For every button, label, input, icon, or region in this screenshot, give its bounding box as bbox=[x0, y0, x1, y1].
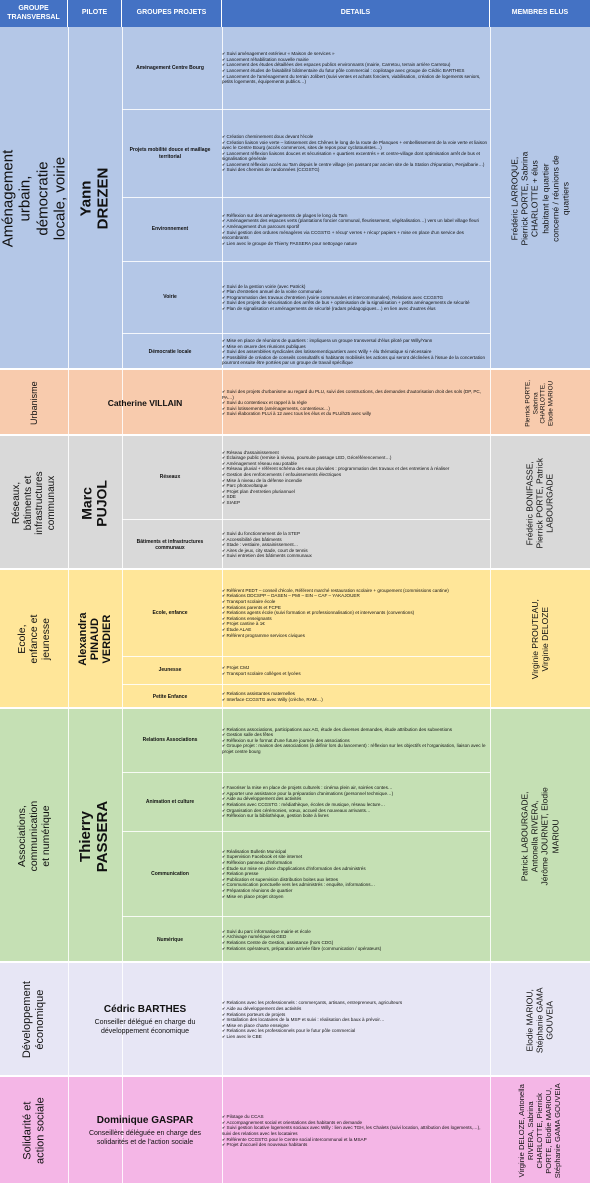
pilot-role: Conseillère déléguée en charge des solidarités et de l'action sociale bbox=[88, 1129, 202, 1146]
detail-item: ✔ Suivi des assemblées syndicales des lotissement/quartiers avec Willy + élu thématique si nécessaire bbox=[222, 349, 488, 355]
section-3 bbox=[0, 436, 590, 570]
detail-item: ✔ Suivi de la gestion voirie (avec Patrick) bbox=[222, 284, 488, 290]
detail-item: ✔ Lancement réflexion liaisons douces et sécurisation « quartiers excentrés » et centre-village dont optimisation arrêt de bus et signalisation générale bbox=[222, 151, 488, 162]
detail-item: ✔ Réseau pluvial + référent schéma des eaux pluviales : programmation des travaux et des entretiens à réaliser bbox=[222, 466, 488, 472]
pilot-cell bbox=[68, 963, 222, 1077]
group-title-cell bbox=[0, 436, 68, 570]
detail-item: ✔ Relations agents école (suivi formation et professionnalisation) et intervenants (conventions) bbox=[222, 610, 488, 616]
pilot-cell bbox=[68, 1077, 222, 1185]
detail-item: ✔ Lien avec le groupe de Thierry PASSERA pour nettoyage nature bbox=[222, 241, 488, 247]
section-4 bbox=[0, 570, 590, 709]
detail-item: ✔ Apporter une assistance pour la préparation d'animations (personnel technique…) bbox=[222, 791, 488, 797]
detail-item: ✔ Relations porteurs de projets bbox=[222, 1012, 488, 1018]
members-names: Virginie DELOZE, Antonella RIVERA, Sabrina CHARLOTTE, Pierrick PORTE, Elodie MARIOU, Stéphanie GAMA GOUVEIA bbox=[517, 1083, 563, 1179]
pilot-name: Yann DREZEN bbox=[77, 167, 112, 230]
detail-item: ✔ Lancement des études détaillées des espaces publics environnants (mairie, Carretou, terrain arrière Carretou) bbox=[222, 62, 488, 68]
members-cell bbox=[490, 963, 590, 1077]
detail-item: ✔ Éclairage public (remise à niveau, poursuite passage LED, Géoréférencement…) bbox=[222, 455, 488, 461]
detail-item: ✔ Référent PEDT – conseil d'école, Référent marché restauration scolaire + groupement (commissions cantine) bbox=[222, 588, 488, 594]
detail-item: ✔ Organisation des cérémonies, vœux, accueil des nouveaux arrivants… bbox=[222, 808, 488, 814]
header-details: DETAILS bbox=[222, 0, 490, 27]
project-row bbox=[122, 27, 490, 109]
pilot-name: Alexandra PINAUD VERDIER bbox=[76, 612, 114, 667]
detail-item: ✔ Plan de signalisation et aménagements de sécurité (radars pédagogiques…) en lien avec d'autres élus bbox=[222, 306, 488, 312]
detail-item: ✔ Relations enseignants bbox=[222, 616, 488, 622]
detail-item: ✔ Favoriser la mise en place de projets culturels : cinéma plein air, soirées contes… bbox=[222, 785, 488, 791]
project-row bbox=[122, 197, 490, 261]
project-name: Environnement bbox=[151, 226, 189, 233]
group-title-cell bbox=[0, 370, 68, 436]
members-cell bbox=[490, 1077, 590, 1185]
project-details bbox=[222, 832, 488, 916]
group-title-cell bbox=[0, 1077, 68, 1185]
detail-item: ✔ Projet cantine à 1€ bbox=[222, 621, 488, 627]
members-cell bbox=[490, 709, 590, 963]
details-list bbox=[222, 963, 488, 1077]
detail-item: ✔ Relations associations, participations aux AG, étude des diverses demandes, étude attribution des subventions bbox=[222, 727, 488, 733]
detail-item: ✔ Transport scolaire école bbox=[222, 599, 488, 605]
detail-item: ✔ Projet d'accueil des nouveaux habitants bbox=[222, 1142, 488, 1148]
detail-item: ✔ Communication ponctuelle vers les administrés : enquête, informations… bbox=[222, 882, 488, 888]
members-cell bbox=[490, 570, 590, 709]
detail-item: ✔ Interface CCGSTG avec Willy (crèche, RAM…) bbox=[222, 697, 488, 703]
pilot-cell bbox=[68, 709, 122, 963]
detail-item: ✔ Suivi du contentieux et rappel à la règle bbox=[222, 400, 488, 406]
project-details bbox=[222, 520, 488, 570]
project-row bbox=[122, 333, 490, 370]
detail-item: ✔ Relations parents et FCPE bbox=[222, 605, 488, 611]
pilot-cell bbox=[68, 436, 122, 570]
pilot-name: Thierry PASSERA bbox=[77, 800, 111, 872]
detail-item: ✔ Suivi gestion locative logements sociaux avec Willy : lien avec TGH, les Chalets (suivi location, attribution des logements,…), suivi des relations avec les locataires bbox=[222, 1125, 488, 1136]
project-details bbox=[222, 27, 488, 109]
detail-item: ✔ Lancement études de faisabilité bâtimentaire du futur pôle commercial : copilotage avec groupe de Cédric BARTHES bbox=[222, 68, 488, 74]
detail-item: ✔ Réflexion sur des aménagements de plages le long du Tarn bbox=[222, 213, 488, 219]
details-list bbox=[222, 370, 488, 436]
detail-item: ✔ Réflexion sur le format d'une future journée des associations bbox=[222, 738, 488, 744]
project-details bbox=[222, 198, 488, 261]
project-row bbox=[122, 831, 490, 916]
project-row bbox=[122, 916, 490, 963]
project-name: Animation et culture bbox=[145, 798, 195, 805]
detail-item: ✔ Relations opérateurs, préparation arrivée fibre (communication / opérateurs) bbox=[222, 946, 488, 952]
detail-item: ✔ Groupe projet : maison des associations (à définir lors du lancement) : réflexion sur les objectifs et l'organisation, liaison avec le projet centre bourg bbox=[222, 743, 488, 754]
group-title: Développement économique bbox=[21, 981, 46, 1059]
detail-item: ✔ Relations avec les professionnels pour le futur pôle commercial bbox=[222, 1028, 488, 1034]
detail-item: ✔ Suivi du fonctionnement de la STEP bbox=[222, 531, 488, 537]
project-details bbox=[222, 773, 488, 831]
detail-item: ✔ Suivi des projets d'urbanisme au regard du PLU, suivi des constructions, des demandes d'autorisation droit des sols (DP, PC, PA…) bbox=[222, 389, 488, 400]
project-details bbox=[222, 709, 488, 772]
project-row bbox=[122, 772, 490, 831]
detail-item: ✔ Archivage numérique et GED bbox=[222, 934, 488, 940]
members-cell bbox=[490, 27, 590, 370]
project-name: Réseaux bbox=[159, 474, 181, 481]
detail-item: ✔ Parc photovoltaïque bbox=[222, 483, 488, 489]
detail-item: ✔ Projet CMJ bbox=[222, 665, 488, 671]
project-details bbox=[222, 110, 488, 197]
project-name: Bâtiments et infrastructures communaux bbox=[136, 538, 204, 551]
pilot-role: Conseiller délégué en charge du développement économique bbox=[94, 1018, 196, 1035]
members-cell bbox=[490, 370, 590, 436]
detail-item: ✔ Supervision Facebook et site internet bbox=[222, 854, 488, 860]
detail-item: ✔ Projet plan d'entretien pluriannuel bbox=[222, 489, 488, 495]
detail-item: ✔ Référente CCGSTG pour le Centre social intercommunal et la MSAP bbox=[222, 1137, 488, 1143]
group-title: Urbanisme bbox=[28, 381, 39, 425]
detail-item: ✔ Réseau d'assainissement bbox=[222, 450, 488, 456]
detail-item: ✔ Mise en place charte enseigne bbox=[222, 1023, 488, 1029]
project-row bbox=[122, 656, 490, 684]
detail-item: ✔ Relations avec CCGSTG : médiathèque, écoles de musique, réseau lecture… bbox=[222, 802, 488, 808]
pilot-cell bbox=[68, 27, 122, 370]
project-row bbox=[122, 570, 490, 656]
detail-item: ✔ Mise en œuvre des réunions publiques bbox=[222, 344, 488, 350]
section-2 bbox=[0, 370, 590, 436]
detail-item: ✔ Suivi élaboration PLUi à 12 avec tous les élus et du PLUih25 avec willy bbox=[222, 411, 488, 417]
project-details bbox=[222, 436, 488, 519]
detail-item: ✔ Installation des locataires de la MSP et suivi : réalisation des baux à prévoir… bbox=[222, 1017, 488, 1023]
detail-item: ✔ Transport scolaire collèges et lycées bbox=[222, 671, 488, 677]
detail-item: ✔ Suivi des projets de sécurisation des arrêts de bus + optimisation de la signalisation + petits aménagements de sécurité bbox=[222, 300, 488, 306]
group-title-cell bbox=[0, 27, 68, 370]
project-name: Jeunesse bbox=[158, 667, 182, 674]
detail-item: ✔ Lancement de l'aménagement du terrain Jolibert (suivi ventes et achats fonciers, viabilisation, création de logements seniors, petits logements, équipements publics…) bbox=[222, 74, 488, 85]
project-details bbox=[222, 685, 488, 709]
detail-item: ✔ Création cheminement doux devant l'école bbox=[222, 134, 488, 140]
pilot-name: Marc PUJOL bbox=[78, 479, 110, 527]
group-title-cell bbox=[0, 570, 68, 709]
members-names: Frédéric LARROQUE, Pierrick PORTE, Sabrina CHARLOTTE + élus habitant le quartier concerné / réunions de quartiers bbox=[509, 151, 571, 246]
project-name: Ecole, enfance bbox=[152, 609, 188, 616]
members-names: Pierrick PORTE, Sabrina CHARLOTTE, Elodie MARIOU bbox=[524, 379, 555, 427]
details-list bbox=[222, 1077, 488, 1185]
members-names: Patrick LABOURGADE, Antonella RIVERA, Jérôme JOURNET, Elodie MARIOU bbox=[519, 786, 561, 886]
detail-item: ✔ Relations assistantes maternelles bbox=[222, 691, 488, 697]
detail-item: ✔ SIAEP bbox=[222, 500, 488, 506]
detail-item: ✔ Suivi lotissements (aménagements, contentieux…) bbox=[222, 406, 488, 412]
project-name: Petite Enfance bbox=[152, 693, 188, 700]
detail-item: ✔ Gestion salle des fêtes bbox=[222, 732, 488, 738]
detail-item: ✔ Étude ALAE bbox=[222, 627, 488, 633]
detail-item: ✔ Réflexion panneau d'information bbox=[222, 860, 488, 866]
pilot-name: Dominique GASPAR bbox=[96, 1114, 194, 1126]
detail-item: ✔ Référent programme services civiques bbox=[222, 633, 488, 639]
detail-item: ✔ Aménagements des espaces verts (plantations foncier communal, fleurissement, végétalisation…) vers un label village fleuri bbox=[222, 218, 488, 224]
detail-item: ✔ Relations Centre de Gestion, assistance (hors CDG) bbox=[222, 940, 488, 946]
pilot-name: Catherine VILLAIN bbox=[107, 398, 183, 408]
group-title-cell bbox=[0, 709, 68, 963]
detail-item: ✔ Aménagement réseau eau potable bbox=[222, 461, 488, 467]
detail-item: ✔ Réalisation Bulletin Municipal bbox=[222, 849, 488, 855]
detail-item: ✔ Suivi entretien des bâtiments communaux bbox=[222, 553, 488, 559]
detail-item: ✔ Préparation réunions de quartier bbox=[222, 888, 488, 894]
detail-item: ✔ Mise en place de réunions de quartiers : impliquera un groupe transversal d'élus piloté par Willy/Yann bbox=[222, 338, 488, 344]
group-title: Ecole, enfance et jeunesse bbox=[15, 614, 53, 665]
project-row bbox=[122, 109, 490, 197]
group-title: Aménagement urbain, démocratie locale, voirie bbox=[0, 149, 68, 248]
project-row bbox=[122, 261, 490, 333]
members-names: Elodie MARIOU, Stéphanie GAMA GOUVEIA bbox=[524, 987, 556, 1053]
detail-item: ✔ Pilotage du CCAS bbox=[222, 1114, 488, 1120]
project-name: Voirie bbox=[163, 294, 177, 301]
header-pilote: PILOTE bbox=[68, 0, 122, 27]
pilot-cell bbox=[68, 570, 122, 709]
members-names: Virginie PROUTEAU, Virginie DELOZE bbox=[529, 599, 550, 680]
detail-item: ✔ Possibilité de création de conseils consultatifs si habitants mobilisés les actions qui seront déclinées à l'issue de la concertation pourront ensuite être portées par un groupe de travail spécifique bbox=[222, 355, 488, 366]
project-details bbox=[222, 334, 488, 370]
detail-item: ✔ Suivi aménagement extérieur « Maison de services » bbox=[222, 51, 488, 57]
group-title: Solidarité et action sociale bbox=[21, 1097, 46, 1165]
project-details bbox=[222, 570, 488, 656]
project-name: Numérique bbox=[156, 936, 184, 943]
detail-item: ✔ Aide au développement des activités bbox=[222, 1006, 488, 1012]
detail-item: ✔ Lancement réflexion accès au Tarn depuis le centre village (en passant par ancien site de la Station d'épuration, Penjalbarie…) bbox=[222, 162, 488, 168]
detail-item: ✔ Mise à niveau de la défense incendie bbox=[222, 478, 488, 484]
detail-item: ✔ Aide au développement des activités bbox=[222, 796, 488, 802]
header-projets: GROUPES PROJETS bbox=[122, 0, 222, 27]
project-name: Projets mobilité douce et maillage territorial bbox=[129, 147, 211, 160]
group-title: Associations, communication et numérique bbox=[15, 800, 53, 872]
group-title: Réseaux, bâtiments et infrastructures communaux bbox=[11, 471, 57, 535]
section-6 bbox=[0, 963, 590, 1077]
detail-item: ✔ Plan d'entretien annuel de la voirie communale bbox=[222, 289, 488, 295]
members-cell bbox=[490, 436, 590, 570]
header-groupe: GROUPE TRANSVERSAL bbox=[0, 0, 68, 27]
detail-item: ✔ Publication et supervision distribution boites aux lettres bbox=[222, 877, 488, 883]
detail-item: ✔ Gestion des renforcements / enfouissements électriques bbox=[222, 472, 488, 478]
project-name: Communication bbox=[151, 870, 189, 877]
header-membres: MEMBRES ELUS bbox=[490, 0, 590, 27]
pilot-cell bbox=[68, 370, 222, 436]
detail-item: ✔ Aires de jeux, city stade, court de tennis bbox=[222, 548, 488, 554]
detail-item: ✔ Réflexion sur la bibliothèque, gestion boite à livres bbox=[222, 813, 488, 819]
detail-item: ✔ Création liaison voie verte – lotissement des Chênes le long de la route de Planques + embellissement de la voie verte et liaison avec le Centre Bourg (accès commerces, sites de repos pour cyclotouristes…) bbox=[222, 140, 488, 151]
detail-item: ✔ Lancement réhabilitation nouvelle mairie bbox=[222, 57, 488, 63]
members-names: Frédéric BONIFASSE, Pierrick PORTE, Patrick LABOURGADE bbox=[524, 457, 556, 549]
project-name: Relations Associations bbox=[142, 737, 198, 744]
detail-item: ✔ Aménagement d'un parcours sportif bbox=[222, 224, 488, 230]
project-row bbox=[122, 519, 490, 570]
detail-item: ✔ Suivi gestion des ordures ménagères via CCGSTG + récup' verres + récup' papiers + mise en place d'un service des encombrants bbox=[222, 230, 488, 241]
detail-item: ✔ Lien avec le CBE bbox=[222, 1034, 488, 1040]
project-details bbox=[222, 657, 488, 684]
detail-item: ✔ Mise en place projet citoyen bbox=[222, 894, 488, 900]
project-name: Aménagement Centre Bourg bbox=[136, 64, 204, 71]
group-title-cell bbox=[0, 963, 68, 1077]
section-1 bbox=[0, 27, 590, 370]
detail-item: ✔ SDE bbox=[222, 494, 488, 500]
project-details bbox=[222, 262, 488, 333]
project-row bbox=[122, 684, 490, 709]
detail-item: ✔ Relations DDCSPP – DASEN – PMI – EIN – CAF – YAKAJOUER bbox=[222, 593, 488, 599]
detail-item: ✔ Relation presse bbox=[222, 871, 488, 877]
pilot-name: Cédric BARTHES bbox=[103, 1003, 187, 1015]
project-details bbox=[222, 917, 488, 963]
section-5 bbox=[0, 709, 590, 963]
detail-item: ✔ Accompagnement social et orientations des habitants en demande bbox=[222, 1120, 488, 1126]
project-name: Démocratie locale bbox=[148, 348, 192, 355]
detail-item: ✔ Stade : vestiaire, assainissement… bbox=[222, 542, 488, 548]
detail-item: ✔ Suivi des chemins de randonnées (CCGSTG) bbox=[222, 167, 488, 173]
section-7 bbox=[0, 1077, 590, 1185]
project-row bbox=[122, 709, 490, 772]
detail-item: ✔ Accessibilité des bâtiments bbox=[222, 537, 488, 543]
detail-item: ✔ Programmation des travaux d'entretien (voirie communales et intercommunales), Relations avec CCGSTG bbox=[222, 295, 488, 301]
project-row bbox=[122, 436, 490, 519]
detail-item: ✔ Suivi du parc informatique mairie et école bbox=[222, 929, 488, 935]
detail-item: ✔ Étude sur mise en place d'applications d'information des administrés bbox=[222, 866, 488, 872]
detail-item: ✔ Relations avec les professionnels : commerçants, artisans, entrepreneurs, agriculteurs bbox=[222, 1000, 488, 1006]
